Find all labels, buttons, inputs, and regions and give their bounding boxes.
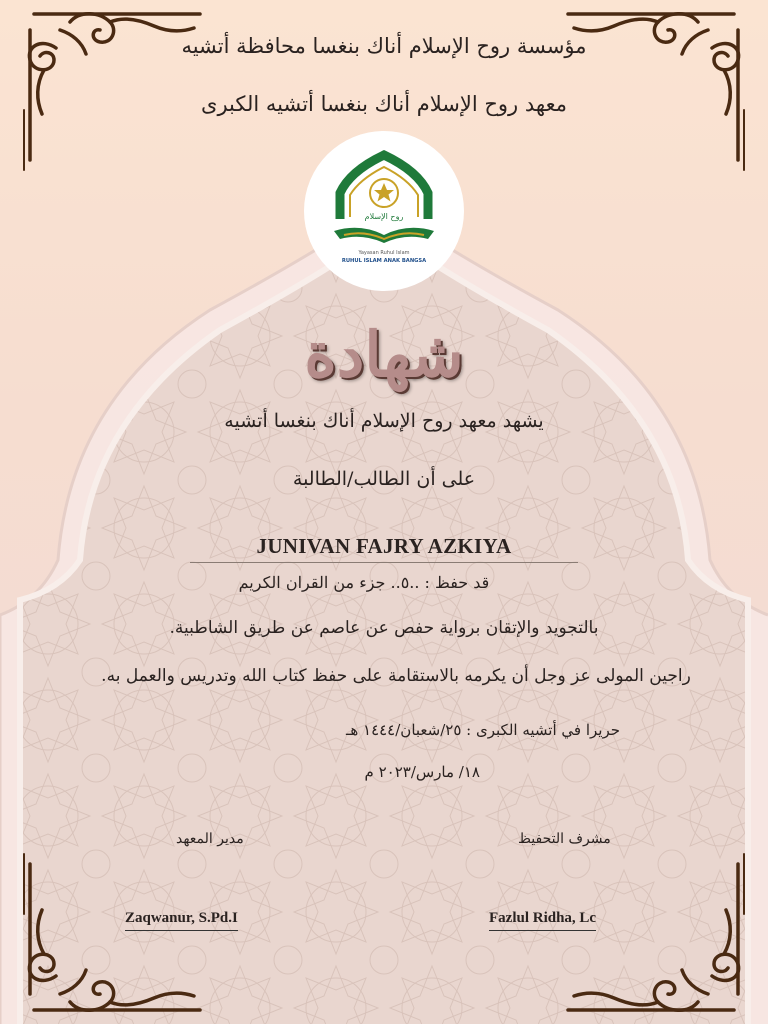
certification-statement: يشهد معهد روح الإسلام أناك بنغسا أتشيه [224, 410, 544, 432]
prayer-line: راجين المولى عز وجل أن يكرمه بالاستقامة على حفظ كتاب الله وتدريس والعمل به. [101, 666, 691, 686]
student-intro: على أن الطالب/الطالبة [292, 468, 476, 490]
foundation-name: مؤسسة روح الإسلام أناك بنغسا محافظة أتشيه [181, 34, 587, 58]
director-role: مدير المعهد [176, 831, 244, 847]
logo-name: RUHUL ISLAM ANAK BANGSA [341, 258, 427, 264]
date-gregorian: ١٨/ مارس/٢٠٢٣ م [364, 763, 480, 781]
institute-logo [300, 131, 468, 291]
memorized-amount: قد حفظ : ..٥.. جزء من القران الكريم [238, 573, 490, 592]
date-hijri: حريرا في أتشيه الكبرى : ٢٥/شعبان/١٤٤٤ هـ [345, 721, 620, 739]
ornament-bottom-right [568, 854, 744, 1010]
student-name: JUNIVAN FAJRY AZKIYA [256, 534, 512, 558]
logo-subtitle: Yayasan Ruhul Islam [358, 250, 410, 256]
certificate-title: شهادة [304, 318, 464, 391]
supervisor-role: مشرف التحفيظ [518, 831, 611, 847]
tajweed-line: بالتجويد والإتقان برواية حفص عن عاصم عن طريق الشاطبية. [169, 618, 599, 638]
institute-name: معهد روح الإسلام أناك بنغسا أتشيه الكبرى [201, 92, 567, 116]
ornament-bottom-left [24, 854, 200, 1010]
supervisor-name: Fazlul Ridha, Lc [489, 910, 596, 931]
logo-arabic-text: روح الإسلام [364, 212, 404, 221]
director-name: Zaqwanur, S.Pd.I [125, 910, 238, 931]
name-underline [190, 562, 578, 563]
